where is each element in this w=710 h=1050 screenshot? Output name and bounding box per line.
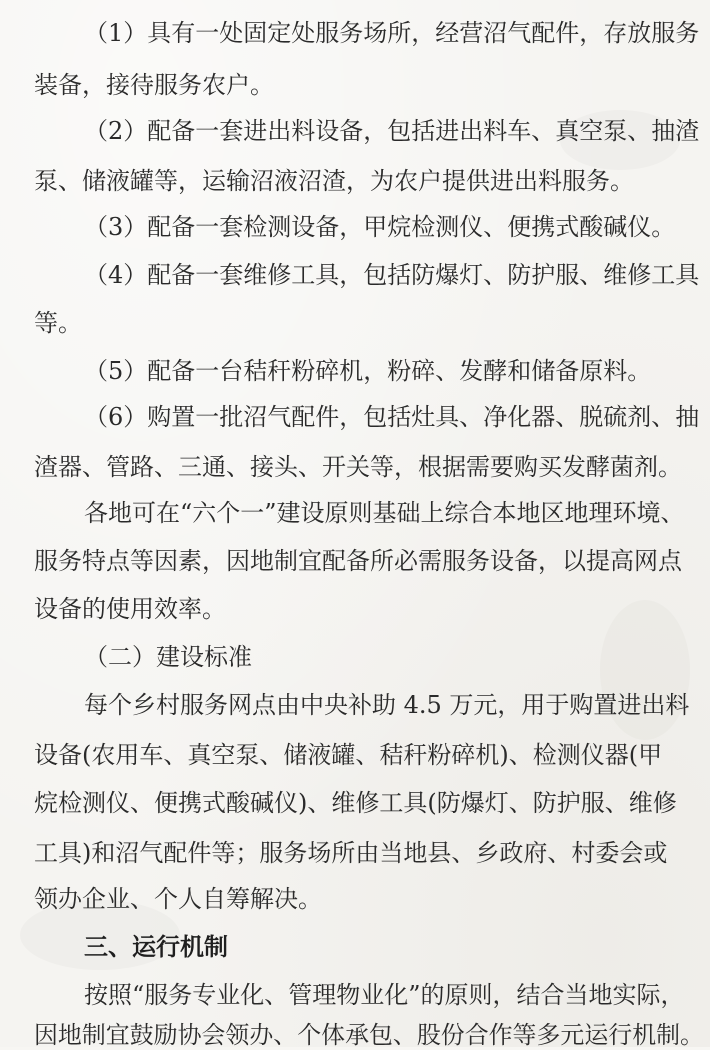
paragraph-line: （6）购置一批沼气配件，包括灶具、净化器、脱硫剂、抽 bbox=[84, 403, 700, 431]
paragraph-line: 泵、储液罐等，运输沼液沼渣，为农户提供进出料服务。 bbox=[34, 167, 634, 195]
paragraph-line: 工具)和沼气配件等；服务场所由当地县、乡政府、村委会或 bbox=[34, 839, 668, 867]
paragraph-line: 烷检测仪、便携式酸碱仪)、维修工具(防爆灯、防护服、维修 bbox=[34, 789, 677, 817]
paragraph-line: 等。 bbox=[34, 309, 82, 337]
paragraph-line: （4）配备一套维修工具，包括防爆灯、防护服、维修工具 bbox=[84, 261, 700, 289]
paragraph-line: 每个乡村服务网点由中央补助 4.5 万元，用于购置进出料 bbox=[84, 691, 690, 719]
section-subheading: （二）建设标准 bbox=[84, 643, 252, 671]
section-heading: 三、运行机制 bbox=[84, 933, 228, 961]
paragraph-line: （2）配备一套进出料设备，包括进出料车、真空泵、抽渣 bbox=[84, 117, 700, 145]
paragraph-line: （3）配备一套检测设备，甲烷检测仪、便携式酸碱仪。 bbox=[84, 213, 676, 241]
paragraph-line: 装备，接待服务农户。 bbox=[34, 71, 274, 99]
paragraph-line: 服务特点等因素，因地制宜配备所必需服务设备，以提高网点 bbox=[34, 547, 682, 575]
paragraph-line: 因地制宜鼓励协会领办、个体承包、股份合作等多元运行机制。 bbox=[34, 1021, 704, 1049]
paragraph-line: 领办企业、个人自筹解决。 bbox=[34, 885, 322, 913]
paragraph-line: （5）配备一台秸秆粉碎机，粉碎、发酵和储备原料。 bbox=[84, 357, 652, 385]
paragraph-line: 各地可在“六个一”建设原则基础上综合本地区地理环境、 bbox=[84, 499, 685, 527]
paragraph-line: 设备的使用效率。 bbox=[34, 595, 226, 623]
paragraph-line: 渣器、管路、三通、接头、开关等，根据需要购买发酵菌剂。 bbox=[34, 453, 682, 481]
paragraph-line: （1）具有一处固定处服务场所，经营沼气配件，存放服务 bbox=[84, 19, 700, 47]
paragraph-line: 设备(农用车、真空泵、储液罐、秸秆粉碎机)、检测仪器(甲 bbox=[34, 741, 663, 769]
paragraph-line: 按照“服务专业化、管理物业化”的原则，结合当地实际， bbox=[84, 981, 685, 1009]
